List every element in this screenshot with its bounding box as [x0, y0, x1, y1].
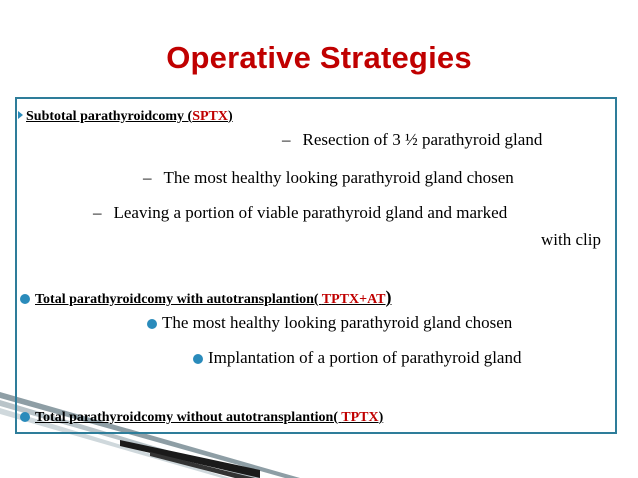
tptx-at-item-1: The most healthy looking parathyroid gland chosen — [147, 313, 512, 333]
sptx-item-3-cont: with clip — [541, 230, 601, 249]
sptx-item-1: – Resection of 3 ½ parathyroid gland — [282, 130, 543, 149]
sptx-heading: Subtotal parathyroidcomy (SPTX) — [18, 109, 233, 125]
tptx-at-abbr: TPTX+AT — [321, 292, 386, 307]
tptx-heading: Total parathyroidcomy without autotransplantion( TPTX) — [20, 410, 383, 426]
sptx-item-3: – Leaving a portion of viable parathyroid gland and marked — [93, 203, 508, 222]
triangle-bullet-icon — [18, 111, 23, 119]
tptx-at-item-2: Implantation of a portion of parathyroid gland — [193, 348, 521, 368]
dash-bullet-icon: – — [282, 130, 291, 149]
circle-bullet-icon — [147, 319, 157, 329]
circle-bullet-icon — [193, 354, 203, 364]
tptx-at-heading: Total parathyroidcomy with autotransplantion( TPTX+AT) — [20, 287, 392, 308]
sptx-item-2: – The most healthy looking parathyroid gland chosen — [143, 168, 514, 187]
dash-bullet-icon: – — [93, 203, 102, 222]
tptx-abbr: TPTX — [341, 410, 379, 425]
circle-bullet-icon — [20, 412, 30, 422]
circle-bullet-icon — [20, 294, 30, 304]
dash-bullet-icon: – — [143, 168, 152, 187]
sptx-abbr: SPTX — [192, 109, 228, 124]
slide-title: Operative Strategies — [166, 40, 472, 75]
